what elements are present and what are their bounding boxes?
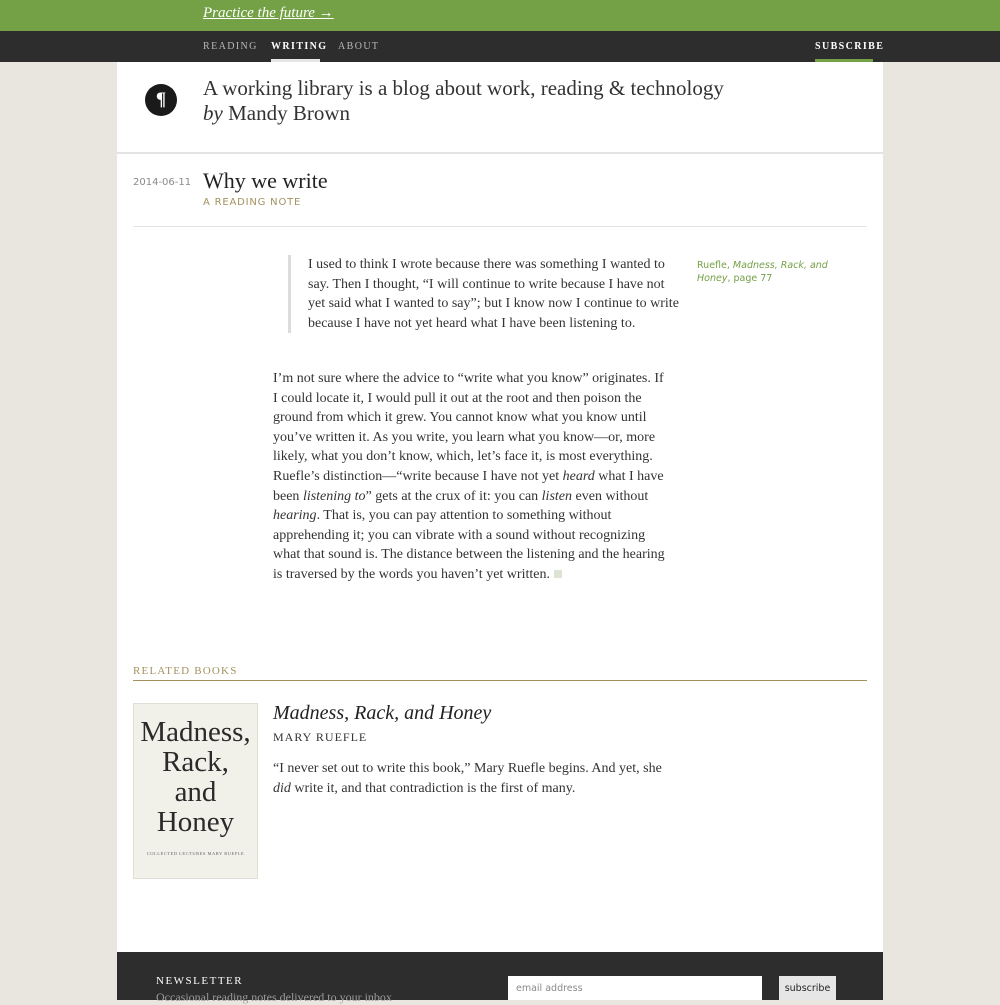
quote-citation (697, 259, 837, 285)
post-body (273, 369, 665, 585)
book-desc-text: write it, and that contradiction is the first of many. (290, 780, 576, 796)
promo-link[interactable]: Practice the future → (203, 5, 334, 21)
email-input[interactable] (508, 976, 762, 1000)
body-emphasis: hearing (273, 508, 317, 524)
body-text: . That is, you can pay attention to something without apprehending it; you can vibrate with a sound without recognizing what that sound is. The distance between the listening and the hearing is traversed by the words you haven’t yet written. (273, 508, 665, 582)
nav-item-about[interactable]: ABOUT (338, 41, 380, 52)
book-desc-emphasis: did (273, 780, 291, 796)
newsletter-description: Occasional reading notes delivered to your inbox (156, 990, 392, 1004)
body-text: ” gets at the crux of it: you can (365, 488, 542, 504)
divider (133, 226, 867, 227)
body-emphasis: listening to (302, 488, 366, 504)
nav-item-writing[interactable]: WRITING (271, 41, 328, 52)
book-description (273, 759, 665, 798)
book-author: MARY RUEFLE (273, 730, 368, 744)
site-tagline (203, 76, 843, 126)
byline-name: Mandy Brown (228, 101, 350, 125)
newsletter-label: NEWSLETTER (156, 975, 244, 987)
book-title[interactable]: Madness, Rack, and Honey (273, 702, 492, 724)
body-text: I’m not sure where the advice to “write what you know” originates. If I could locate it, I would pull it out at the root and then poison the ground from which it grew. You cannot know what you know until you’ve written it. As you write, you learn what you know—or, more likely, what you don’t know, which, let’s face it, is most everything. Ruefle’s distinction—“write because I have not yet (273, 371, 664, 484)
book-desc-text: “I never set out to write this book,” Mary Ruefle begins. And yet, she (273, 761, 662, 776)
body-text: what I have been (273, 468, 664, 504)
book-cover[interactable] (133, 703, 258, 879)
cover-title-line: Madness, (140, 716, 251, 748)
promo-bar (0, 0, 1000, 31)
nav-subscribe-link[interactable]: SUBSCRIBE (815, 41, 885, 52)
newsletter-section (117, 952, 883, 1004)
site-header (117, 62, 883, 154)
tagline-text: A working library is a blog about work, reading & technology (203, 76, 724, 100)
post-kind: A READING NOTE (203, 197, 302, 208)
post-date: 2014-06-11 (133, 177, 192, 188)
main-nav (0, 31, 1000, 62)
citation-author: Ruefle, (697, 260, 733, 271)
newsletter-subscribe-button[interactable]: subscribe (779, 976, 836, 1000)
cover-title-line: Rack, (162, 746, 229, 778)
cover-title-line: and (174, 776, 217, 808)
pull-quote: I used to think I wrote because there was something I wanted to say. Then I thought, “I will continue to write because I have not yet said what I wanted to say”; but I know now I continue to write because I have not yet heard what I have been listening to. (288, 255, 684, 333)
related-books-label: RELATED BOOKS (133, 665, 238, 677)
related-divider (133, 680, 867, 681)
cover-subtitle: COLLECTED LECTURES MARY RUEFLE (146, 851, 245, 856)
citation-page: , page 77 (727, 273, 773, 284)
cover-title-line: Honey (156, 806, 235, 838)
nav-item-reading[interactable]: READING (203, 41, 258, 52)
body-emphasis: listen (541, 488, 573, 504)
post-title[interactable]: Why we write (203, 168, 328, 193)
page-content (117, 62, 883, 1004)
body-text: even without (572, 488, 649, 504)
citation-work[interactable]: Madness, Rack, and Honey (697, 260, 828, 284)
pilcrow-logo-icon[interactable]: ¶ (145, 84, 177, 116)
body-emphasis: heard (562, 468, 595, 484)
cover-title (133, 717, 258, 837)
end-mark-icon (554, 570, 562, 578)
byline-prefix: by (203, 101, 223, 125)
